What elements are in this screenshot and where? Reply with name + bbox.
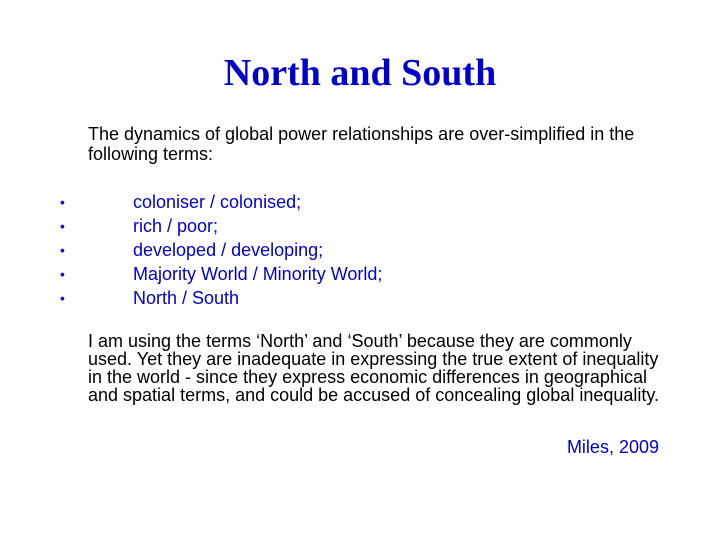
bullet-icon: •	[60, 290, 65, 306]
list-item-text: Majority World / Minority World;	[133, 264, 383, 284]
body-paragraph: I am using the terms ‘North’ and ‘South’ because they are commonly used. Yet they are inadequate in expressing the true extent of inequality in the world - since they express economic differences in geographical and spatial terms, and could be accused of concealing global inequality.	[88, 331, 660, 405]
bullet-icon: •	[60, 242, 65, 258]
bullet-icon: •	[60, 218, 65, 234]
list-item	[60, 214, 620, 238]
list-item	[60, 238, 620, 262]
intro-text: The dynamics of global power relationships are over-simplified in the following terms:	[88, 124, 635, 164]
list-item-text: rich / poor;	[133, 216, 219, 236]
bullet-icon: •	[60, 266, 65, 282]
slide-title: North and South	[223, 52, 497, 94]
bullet-icon: •	[60, 194, 65, 210]
terms-list	[60, 190, 620, 310]
list-item-text: North / South	[133, 288, 240, 308]
list-item-text: developed / developing;	[133, 240, 324, 260]
citation: Miles, 2009	[566, 437, 659, 457]
list-item	[60, 286, 620, 310]
list-item-text: coloniser / colonised;	[133, 192, 302, 212]
list-item	[60, 262, 620, 286]
list-item	[60, 190, 620, 214]
